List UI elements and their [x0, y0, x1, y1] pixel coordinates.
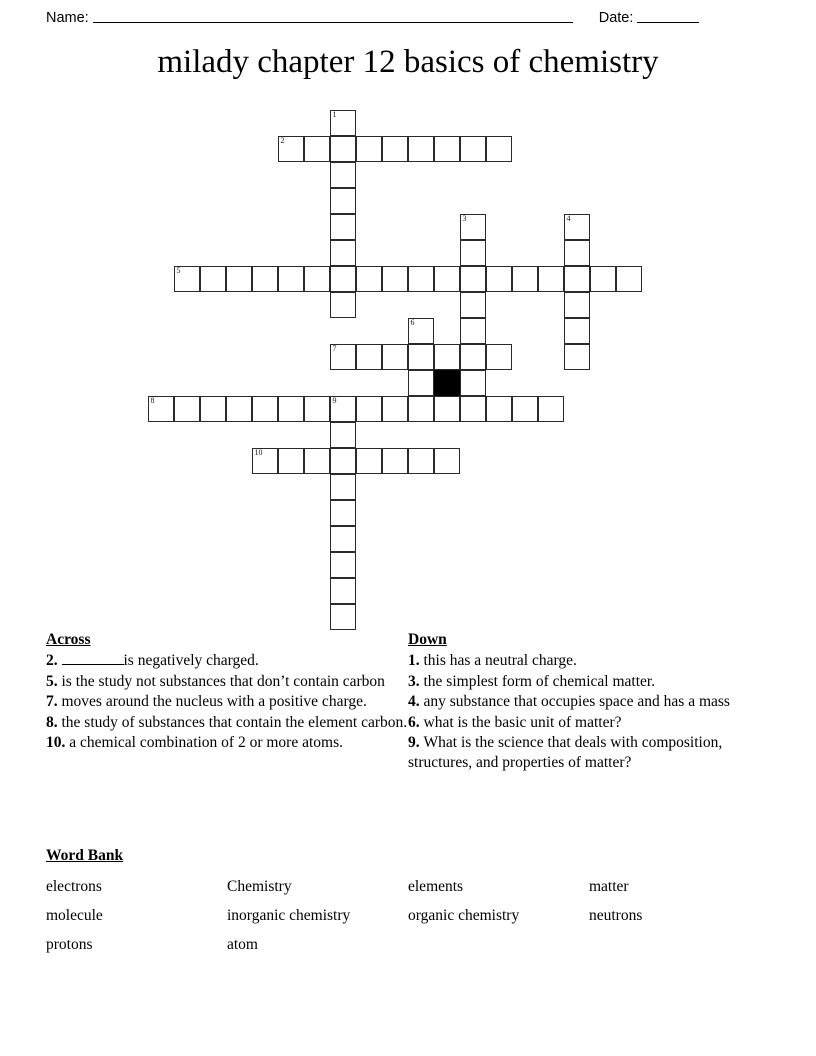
- crossword-cell[interactable]: [330, 240, 356, 266]
- crossword-cell[interactable]: [408, 370, 434, 396]
- crossword-cell[interactable]: [616, 266, 642, 292]
- word-bank-row: [46, 872, 770, 901]
- crossword-cell[interactable]: [356, 266, 382, 292]
- crossword-cell[interactable]: [330, 214, 356, 240]
- across-clue: [46, 733, 408, 753]
- crossword-cell[interactable]: [330, 526, 356, 552]
- crossword-cell-number: 3: [462, 214, 467, 223]
- crossword-cell[interactable]: [564, 318, 590, 344]
- crossword-cell[interactable]: [278, 448, 304, 474]
- crossword-cell[interactable]: [460, 318, 486, 344]
- down-clue-number: 4.: [408, 693, 424, 710]
- date-write-line[interactable]: [637, 10, 699, 23]
- crossword-cell[interactable]: [434, 448, 460, 474]
- crossword-cell-number: 6: [410, 318, 415, 327]
- crossword-cell[interactable]: [486, 136, 512, 162]
- across-clue-text: is the study not substances that don’t contain carbon: [61, 672, 385, 690]
- down-heading: Down: [408, 631, 447, 648]
- across-clue-number: 8.: [46, 713, 62, 731]
- crossword-cell[interactable]: [382, 344, 408, 370]
- clues-section: [46, 630, 770, 773]
- crossword-cell[interactable]: [356, 344, 382, 370]
- crossword-cell[interactable]: [200, 266, 226, 292]
- crossword-cell[interactable]: [330, 578, 356, 604]
- crossword-cell[interactable]: [226, 396, 252, 422]
- word-bank-word[interactable]: electrons: [46, 878, 102, 895]
- crossword-cell[interactable]: [382, 396, 408, 422]
- crossword-cell[interactable]: [512, 266, 538, 292]
- word-bank-heading: Word Bank: [46, 847, 124, 864]
- worksheet-header: [46, 0, 770, 26]
- crossword-cell[interactable]: [486, 344, 512, 370]
- down-clue: [408, 733, 770, 772]
- crossword-cell[interactable]: [330, 136, 356, 162]
- down-clue: [408, 672, 770, 692]
- across-heading: Across: [46, 631, 91, 648]
- down-clue: [408, 713, 770, 733]
- name-write-line[interactable]: [93, 10, 573, 23]
- crossword-cell[interactable]: [330, 396, 356, 422]
- crossword-cell[interactable]: [304, 136, 330, 162]
- crossword-cell[interactable]: [330, 448, 356, 474]
- date-label: Date:: [598, 10, 634, 26]
- crossword-cell[interactable]: [330, 188, 356, 214]
- crossword-cell-number: 2: [280, 136, 285, 145]
- crossword-cell[interactable]: [486, 266, 512, 292]
- crossword-cell[interactable]: [330, 292, 356, 318]
- crossword-cell[interactable]: [408, 448, 434, 474]
- across-clue-text: the study of substances that contain the element carbon.: [61, 713, 408, 731]
- crossword-cell[interactable]: [356, 136, 382, 162]
- name-label: Name:: [46, 10, 89, 26]
- word-bank-row: [46, 930, 770, 959]
- crossword-cell[interactable]: [148, 396, 174, 422]
- crossword-cell-number: 7: [332, 344, 337, 353]
- crossword-cell[interactable]: [460, 370, 486, 396]
- word-bank-word[interactable]: organic chemistry: [408, 907, 520, 924]
- across-clue: [46, 692, 408, 712]
- word-bank-section: [46, 846, 770, 959]
- crossword-cell[interactable]: [252, 266, 278, 292]
- crossword-cell-number: 10: [254, 448, 263, 457]
- word-bank-row: [46, 901, 770, 930]
- crossword-cell[interactable]: [434, 396, 460, 422]
- crossword-cell[interactable]: [460, 396, 486, 422]
- crossword-cell[interactable]: [460, 214, 486, 240]
- crossword-cell[interactable]: [460, 344, 486, 370]
- down-clue-number: 1.: [408, 652, 424, 669]
- down-clue: [408, 651, 770, 671]
- crossword-cell[interactable]: [278, 396, 304, 422]
- word-bank-empty: [589, 930, 770, 959]
- answer-blank-line[interactable]: [62, 652, 124, 665]
- crossword-cell[interactable]: [252, 448, 278, 474]
- crossword-cell[interactable]: [564, 240, 590, 266]
- crossword-cell[interactable]: [460, 136, 486, 162]
- crossword-cell[interactable]: [226, 266, 252, 292]
- crossword-cell[interactable]: [512, 396, 538, 422]
- across-clue-text: moves around the nucleus with a positive charge.: [61, 693, 367, 710]
- down-clue-text: any substance that occupies space and has a mass: [423, 693, 730, 710]
- crossword-cell[interactable]: [330, 266, 356, 292]
- word-bank-empty: [408, 930, 589, 959]
- crossword-cell[interactable]: [408, 136, 434, 162]
- down-clue-text: this has a neutral charge.: [423, 652, 577, 669]
- word-bank-word[interactable]: molecule: [46, 907, 103, 924]
- crossword-cell[interactable]: [564, 292, 590, 318]
- crossword-cell-number: 1: [332, 110, 337, 119]
- down-clue-number: 3.: [408, 672, 424, 690]
- crossword-cell[interactable]: [408, 344, 434, 370]
- crossword-grid: [0, 105, 816, 635]
- crossword-cell[interactable]: [304, 266, 330, 292]
- crossword-cell-number: 4: [566, 214, 571, 223]
- down-clue: [408, 692, 770, 712]
- across-clue-number: 5.: [46, 672, 62, 690]
- crossword-cell[interactable]: [486, 396, 512, 422]
- crossword-cell[interactable]: [460, 292, 486, 318]
- crossword-cell[interactable]: [460, 266, 486, 292]
- across-clues-column: [46, 630, 408, 773]
- crossword-cell[interactable]: [356, 448, 382, 474]
- crossword-cell[interactable]: [304, 448, 330, 474]
- across-clue-number: 10.: [46, 734, 70, 751]
- crossword-cell[interactable]: [382, 136, 408, 162]
- crossword-cell[interactable]: [330, 604, 356, 630]
- crossword-cell[interactable]: [564, 266, 590, 292]
- crossword-cell[interactable]: [304, 396, 330, 422]
- across-clue-text: a chemical combination of 2 or more atoms.: [69, 734, 343, 751]
- crossword-cell[interactable]: [564, 344, 590, 370]
- page-title: milady chapter 12 basics of chemistry: [157, 44, 659, 80]
- word-bank-rows: [46, 872, 770, 959]
- word-bank-word[interactable]: elements: [408, 878, 464, 895]
- crossword-cell[interactable]: [330, 344, 356, 370]
- across-clue-number: 7.: [46, 693, 62, 710]
- crossword-cell[interactable]: [538, 396, 564, 422]
- crossword-cell[interactable]: [330, 110, 356, 136]
- word-bank-word[interactable]: protons: [46, 936, 93, 953]
- crossword-cell[interactable]: [330, 552, 356, 578]
- crossword-cell[interactable]: [434, 344, 460, 370]
- crossword-cell[interactable]: [408, 266, 434, 292]
- crossword-cell-number: 8: [150, 396, 155, 405]
- crossword-cell[interactable]: [200, 396, 226, 422]
- crossword-cell[interactable]: [356, 396, 382, 422]
- crossword-cell[interactable]: [252, 396, 278, 422]
- crossword-block-cell: [434, 370, 460, 396]
- word-bank-word[interactable]: matter: [589, 878, 629, 895]
- crossword-cell[interactable]: [278, 136, 304, 162]
- crossword-cell[interactable]: [278, 266, 304, 292]
- crossword-cell-number: 5: [176, 266, 181, 275]
- crossword-cell[interactable]: [330, 422, 356, 448]
- word-bank-word[interactable]: Chemistry: [227, 878, 292, 895]
- across-clue-number: 2.: [46, 652, 62, 669]
- crossword-cell[interactable]: [434, 136, 460, 162]
- across-clue: [46, 713, 408, 733]
- down-clue-text: What is the science that deals with composition, structures, and properties of matter?: [408, 734, 723, 771]
- crossword-cell[interactable]: [408, 396, 434, 422]
- crossword-cell[interactable]: [382, 448, 408, 474]
- crossword-cell-number: 9: [332, 396, 337, 405]
- crossword-cell[interactable]: [174, 266, 200, 292]
- down-clues-column: [408, 630, 770, 773]
- crossword-cell[interactable]: [538, 266, 564, 292]
- down-clue-text: what is the basic unit of matter?: [423, 713, 622, 731]
- word-bank-word[interactable]: neutrons: [589, 907, 643, 924]
- across-clue: [46, 672, 408, 692]
- crossword-cell[interactable]: [434, 266, 460, 292]
- across-clue-text: is negatively charged.: [123, 652, 259, 669]
- crossword-cell[interactable]: [564, 214, 590, 240]
- crossword-cell[interactable]: [330, 162, 356, 188]
- crossword-cell[interactable]: [460, 240, 486, 266]
- across-clue: [46, 651, 408, 671]
- crossword-cell[interactable]: [330, 500, 356, 526]
- down-clue-number: 9.: [408, 734, 424, 751]
- crossword-cell[interactable]: [382, 266, 408, 292]
- word-bank-word[interactable]: atom: [227, 936, 258, 953]
- word-bank-word[interactable]: inorganic chemistry: [227, 907, 351, 924]
- down-clue-text: the simplest form of chemical matter.: [423, 672, 656, 690]
- crossword-cell[interactable]: [590, 266, 616, 292]
- down-clue-number: 6.: [408, 713, 424, 731]
- crossword-cell[interactable]: [408, 318, 434, 344]
- crossword-cell[interactable]: [174, 396, 200, 422]
- crossword-cell[interactable]: [330, 474, 356, 500]
